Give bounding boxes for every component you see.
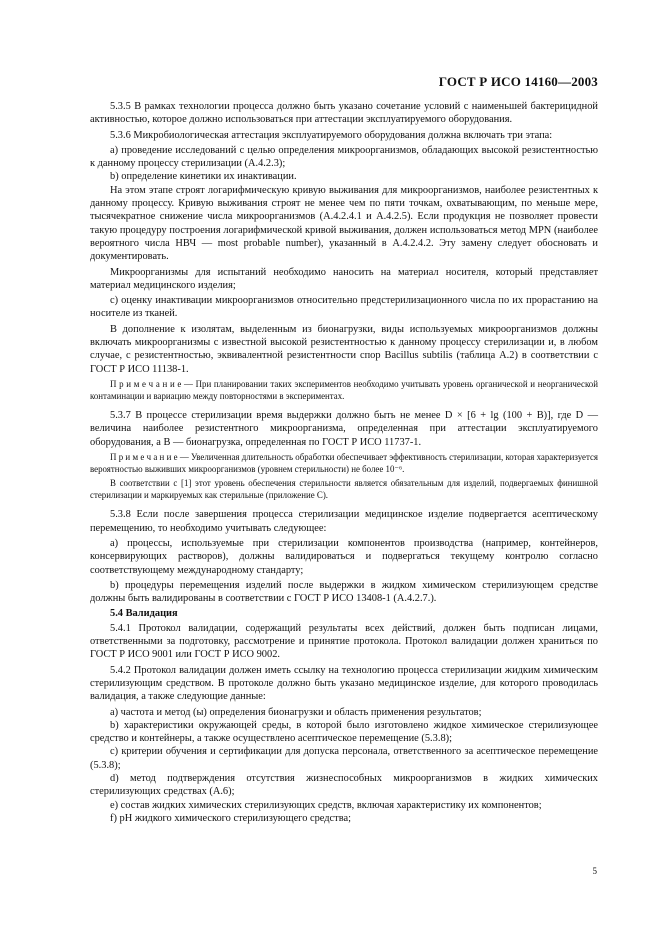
list-item: с) оценку инактивации микроорганизмов относительно предстерилизационного числа по их прорастанию на носителе из тканей.: [90, 295, 598, 320]
note: В соответствии с [1] этот уровень обеспечения стерильности является обязательным для изделий, подвергаемых финишной стерилизации и маркируемых как стерильные (приложение С).: [90, 478, 598, 500]
paragraph: Микроорганизмы для испытаний необходимо наносить на материал носителя, который представляет материал медицинского изделия;: [90, 266, 598, 291]
list-item: b) характеристики окружающей среды, в которой было изготовлено жидкое химическое стерилизующее средство и контейнеры, а также осуществлено асептическое перемещение (5.3.8);: [90, 719, 598, 745]
paragraph: В дополнение к изолятам, выделенным из бионагрузки, виды используемых микроорганизмов должны включать микроорганизмы с известной высокой резистентностью к данному процессу стерилизации и, в любом случае, с резистентностью, эквивалентной резистентности спор Bacillus subtilis (таблица А.2) в соответствии с ГОСТ Р ИСО 11138-1.: [90, 323, 598, 375]
list-item: f) рН жидкого химического стерилизующего средства;: [110, 812, 351, 824]
paragraph: 5.3.8 Если после завершения процесса стерилизации медицинское изделие подвергается асептическому перемещению, то необходимо учитывать следующее:: [90, 509, 598, 534]
paragraph: 5.4.1 Протокол валидации, содержащий результаты всех действий, должен быть подписан лицами, ответственными за подготовку, рассмотрение и принятие протокола. Протокол валидации должен храниться по ГОСТ Р ИСО 9001 или ГОСТ Р ИСО 9002.: [90, 622, 598, 661]
section-heading: 5.4 Валидация: [110, 608, 178, 620]
list-item: е) состав жидких химических стерилизующих средств, включая характеристику их компонентов;: [110, 799, 542, 811]
list-item: b) процедуры перемещения изделий после выдержки в жидком химическом стерилизующем средстве должны быть валидированы в соответствии с ГОСТ Р ИСО 13408-1 (А.4.2.7.).: [90, 579, 598, 605]
page-content: [90, 100, 598, 825]
list-item: а) проведение исследований с целью определения микроорганизмов, обладающих высокой резистентностью к данному процессу стерилизации (А.4.2.3);: [90, 144, 598, 170]
note: П р и м е ч а н и е — При планировании таких экспериментов необходимо учитывать уровень органической и неорганической контаминации и вариацию между повторностями в экспериментах.: [90, 378, 598, 401]
paragraph: 5.3.7 В процессе стерилизации время выдержки должно быть не менее D × [6 + lg (100 + B)], где D — величина наиболее резистентного микроорганизма, определенная при аттестации эксплуатируемого оборудования, а B — бионагрузка, определенная по ГОСТ Р ИСО 11737-1.: [90, 410, 598, 448]
list-item: а) процессы, используемые при стерилизации компонентов производства (например, контейнеров, консервирующих растворов), должны валидироваться и подвергаться текущему контролю согласно соответствующему международному стандарту;: [90, 537, 598, 576]
paragraph: 5.3.5 В рамках технологии процесса должно быть указано сочетание условий с наименьшей бактерицидной активностью, которое должно использоваться при аттестации эксплуатируемого оборудования.: [90, 101, 598, 126]
list-item: а) частота и метод (ы) определения бионагрузки и область применения результатов;: [110, 706, 482, 718]
document-header: ГОСТ Р ИСО 14160—2003: [438, 74, 598, 89]
list-item: с) критерии обучения и сертификации для допуска персонала, ответственного за асептическое перемещение (5.3.8);: [90, 746, 598, 771]
page-number: 5: [592, 866, 597, 876]
list-item: b) определение кинетики их инактивации.: [110, 171, 297, 183]
list-item: d) метод подтверждения отсутствия жизнеспособных микроорганизмов в жидких химических стерилизующих средствах (А.6);: [90, 773, 598, 798]
paragraph: 5.3.6 Микробиологическая аттестация эксплуатируемого оборудования должна включать три этапа:: [110, 129, 553, 141]
paragraph: На этом этапе строят логарифмическую кривую выживания для микроорганизмов, наиболее резистентных к данному процессу. Кривую выживания строят не менее чем по пяти точкам, охватывающим, по меньше мере, тысячекратное снижение числа микроорганизмов (А.4.2.4.1 и А.4.2.5). Если продукция не позволяет провести такую процедуру построения логарифмической кривой выживания, должен использоваться метод MPN (наиболее вероятного числа НВЧ — most probable number), указанный в А.4.2.4.2. Эту замену следует обосновать и документировать.: [90, 184, 598, 263]
note: П р и м е ч а н и е — Увеличенная длительность обработки обеспечивает эффективность стерилизации, которая характеризуется вероятностью выживших микроорганизмов (уровнем стерильности) не более 10⁻⁶.: [90, 452, 598, 474]
paragraph: 5.4.2 Протокол валидации должен иметь ссылку на технологию процесса стерилизации жидким химическим стерилизующим средством. В протоколе должно быть указано медицинское изделие, для которого проводилась валидация, а также следующие данные:: [90, 664, 598, 703]
